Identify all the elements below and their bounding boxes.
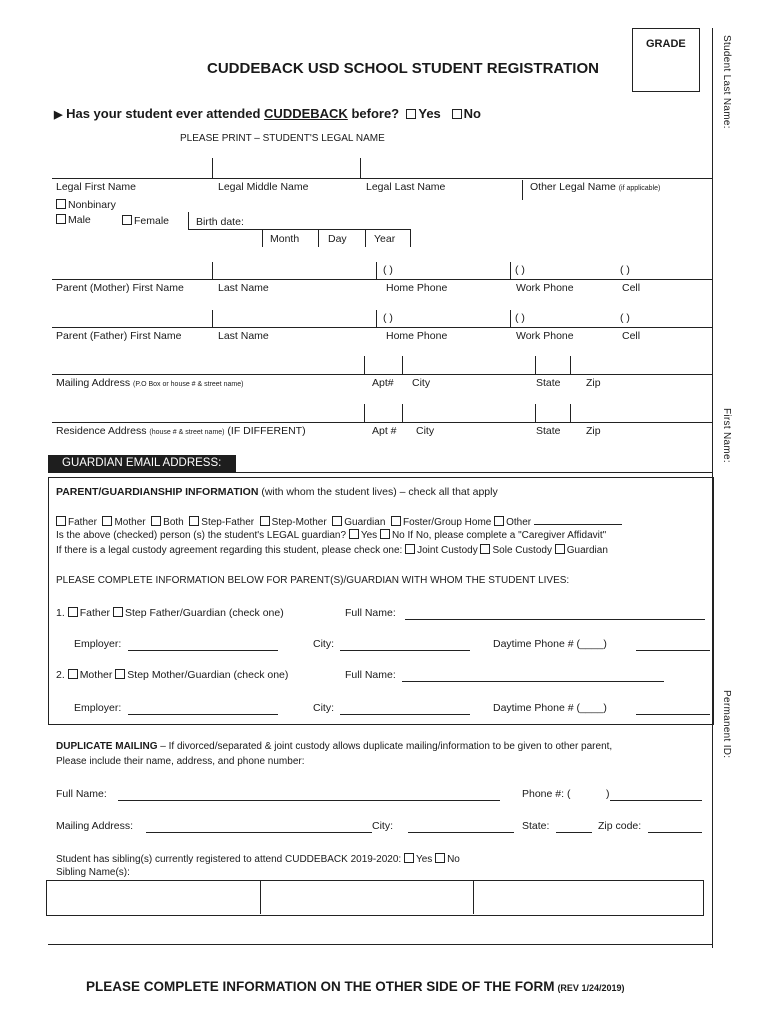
p2-city-label: City: — [313, 702, 334, 714]
legal-no: No — [391, 530, 405, 541]
dup-phone-label: Phone #: ( — [522, 788, 571, 800]
divider — [364, 404, 365, 423]
footer-note — [86, 979, 624, 994]
legal-yes-checkbox[interactable] — [349, 529, 359, 539]
opt-mother: Mother — [114, 517, 146, 528]
divider — [410, 229, 411, 247]
dup-state-label: State: — [522, 820, 550, 832]
p1-full-name-field[interactable] — [405, 619, 705, 620]
permanent-id-label: Permanent ID: — [721, 690, 732, 759]
first-name-label: First Name: — [721, 408, 732, 463]
p2-full-name-label: Full Name: — [345, 669, 396, 681]
legal-middle-name-label: Legal Middle Name — [218, 181, 309, 193]
sibling-q-text: Student has sibling(s) currently registered to attend CUDDEBACK 2019-2020: — [56, 854, 402, 865]
mailing-city-label: City — [412, 377, 431, 389]
mother-work-phone-label: Work Phone — [516, 282, 574, 294]
p1-stepfather-checkbox[interactable] — [113, 607, 123, 617]
father-work-phone-label: Work Phone — [516, 330, 574, 342]
divider — [318, 229, 319, 247]
residence-city-label: City — [416, 425, 435, 437]
print-note: PLEASE PRINT – STUDENT'S LEGAL NAME — [180, 133, 385, 144]
mailing-text: Mailing Address — [56, 377, 131, 389]
p1-father: Father — [79, 607, 111, 619]
sole-custody: Sole Custody — [492, 545, 552, 556]
legal-last-name-label: Legal Last Name — [366, 181, 446, 193]
divider — [402, 404, 403, 423]
p2-city-field[interactable] — [340, 714, 470, 715]
dup-city-label: City: — [372, 820, 393, 832]
male-checkbox[interactable] — [56, 214, 66, 224]
p1-employer-label: Employer: — [74, 638, 122, 650]
joint-custody: Joint Custody — [417, 545, 478, 556]
p2-phone-text: Daytime Phone # — [493, 702, 574, 714]
divider — [376, 310, 377, 328]
other-legal-text: Other Legal Name — [530, 181, 616, 193]
attended-no-label: No — [463, 106, 481, 121]
guardian-email-label: GUARDIAN EMAIL ADDRESS: — [48, 455, 236, 473]
legal-q-text: Is the above (checked) person (s) the student's LEGAL guardian? — [56, 530, 347, 541]
year-label: Year — [374, 233, 396, 245]
residence-text: Residence Address — [56, 425, 147, 437]
opt-both-checkbox[interactable] — [151, 516, 161, 526]
p2-stepmother: Step Mother/Guardian (check one) — [127, 669, 289, 681]
dup-full-name-label: Full Name: — [56, 788, 107, 800]
p1-phone-text: Daytime Phone # — [493, 638, 574, 650]
opt-foster-checkbox[interactable] — [391, 516, 401, 526]
p2-employer-field[interactable] — [128, 714, 278, 715]
attended-yes-label: Yes — [418, 106, 441, 121]
nonbinary-option — [56, 199, 116, 211]
divider — [364, 356, 365, 375]
nonbinary-checkbox[interactable] — [56, 199, 66, 209]
duplicate-mailing-text — [56, 741, 612, 752]
opt-other: Other — [506, 517, 532, 528]
divider — [188, 229, 410, 230]
footer-main: PLEASE COMPLETE INFORMATION ON THE OTHER SIDE OF THE FORM — [86, 979, 555, 994]
divider — [52, 327, 712, 328]
opt-father: Father — [68, 517, 97, 528]
divider — [212, 310, 213, 328]
father-home-parens: ( ) — [383, 312, 393, 324]
sibling-cell-3[interactable] — [474, 881, 702, 914]
father-cell-parens: ( ) — [620, 312, 630, 324]
divider — [365, 229, 366, 247]
guardianship-note: (with whom the student lives) – check all that apply — [261, 486, 498, 498]
other-field[interactable] — [534, 514, 622, 525]
opt-stepfather: Step-Father — [201, 517, 255, 528]
p1-phone-field[interactable] — [636, 650, 710, 651]
residence-address-label — [56, 425, 306, 437]
dup-full-name-field[interactable] — [118, 800, 500, 801]
duplicate-mailing-text2: Please include their name, address, and phone number: — [56, 756, 305, 767]
legal-no-checkbox[interactable] — [380, 529, 390, 539]
p1-city-label: City: — [313, 638, 334, 650]
sibling-names-label: Sibling Name(s): — [56, 867, 130, 878]
p2-phone-field[interactable] — [636, 714, 710, 715]
p2-mother: Mother — [79, 669, 113, 681]
mother-cell-label: Cell — [622, 282, 641, 294]
divider — [535, 356, 536, 375]
father-work-parens: ( ) — [515, 312, 525, 324]
divider — [570, 356, 571, 375]
opt-stepmother-checkbox[interactable] — [260, 516, 270, 526]
p1-phone-label — [493, 638, 607, 650]
sibling-yes-checkbox[interactable] — [404, 853, 414, 863]
divider — [212, 262, 213, 280]
guardianship-options — [56, 514, 622, 528]
p1-city-field[interactable] — [340, 650, 470, 651]
attended-yes-checkbox[interactable] — [406, 109, 416, 119]
arrow-icon: ▶ — [54, 109, 63, 121]
legal-guardian-question — [56, 529, 606, 541]
female-label: Female — [134, 215, 170, 227]
mailing-zip-label: Zip — [586, 377, 601, 389]
grade-label: GRADE — [646, 38, 686, 50]
dup-state-field[interactable] — [556, 832, 592, 833]
sibling-no: No — [447, 854, 460, 865]
month-label: Month — [270, 233, 300, 245]
sibling-question — [56, 853, 460, 865]
attended-question — [54, 106, 481, 121]
dup-mailing-field[interactable] — [146, 832, 372, 833]
legal-first-name-label: Legal First Name — [56, 181, 136, 193]
joint-custody-checkbox[interactable] — [405, 544, 415, 554]
legal-yes: Yes — [360, 530, 378, 541]
p1-phone-parens: (____) — [576, 638, 607, 650]
day-label: Day — [328, 233, 347, 245]
sibling-yes: Yes — [415, 854, 433, 865]
father-home-phone-label: Home Phone — [386, 330, 448, 342]
divider — [376, 262, 377, 280]
divider — [52, 178, 712, 179]
divider — [535, 404, 536, 423]
divider — [570, 404, 571, 423]
dup-phone-close: ) — [606, 788, 610, 800]
p2-full-name-field[interactable] — [402, 681, 664, 682]
attended-no-checkbox[interactable] — [452, 109, 462, 119]
father-cell-label: Cell — [622, 330, 641, 342]
opt-mother-checkbox[interactable] — [102, 516, 112, 526]
mailing-note: (P.O Box or house # & street name) — [133, 381, 244, 388]
p2-employer-label: Employer: — [74, 702, 122, 714]
guardian-email-field[interactable] — [236, 472, 712, 473]
parent1-options — [56, 607, 284, 619]
nonbinary-label: Nonbinary — [68, 199, 116, 211]
mother-home-phone-label: Home Phone — [386, 282, 448, 294]
attended-school: CUDDEBACK — [264, 106, 348, 121]
mother-cell-parens: ( ) — [620, 264, 630, 276]
opt-foster: Foster/Group Home — [402, 517, 492, 528]
p2-mother-checkbox[interactable] — [68, 669, 78, 679]
p2-phone-label — [493, 702, 607, 714]
father-last-name-label: Last Name — [218, 330, 269, 342]
custody-guardian: Guardian — [566, 545, 608, 556]
opt-other-checkbox[interactable] — [494, 516, 504, 526]
divider — [52, 422, 712, 423]
dup-city-field[interactable] — [408, 832, 514, 833]
other-legal-name-label — [530, 181, 660, 193]
mother-work-parens: ( ) — [515, 264, 525, 276]
divider — [360, 158, 361, 178]
divider — [402, 356, 403, 375]
parent2-num: 2. — [56, 669, 65, 681]
attended-suffix: before? — [347, 106, 400, 121]
residence-zip-label: Zip — [586, 425, 601, 437]
mailing-apt-label: Apt# — [372, 377, 394, 389]
mother-home-parens: ( ) — [383, 264, 393, 276]
other-legal-note: (if applicable) — [618, 185, 661, 192]
sole-custody-checkbox[interactable] — [480, 544, 490, 554]
birth-date-label: Birth date: — [196, 216, 244, 228]
dup-zip-field[interactable] — [648, 832, 702, 833]
divider — [52, 374, 712, 375]
sibling-cell-2[interactable] — [261, 881, 472, 914]
residence-apt-label: Apt # — [372, 425, 397, 437]
complete-below-note: PLEASE COMPLETE INFORMATION BELOW FOR PARENT(S)/GUARDIAN WITH WHOM THE STUDENT LIVES: — [56, 575, 570, 586]
sibling-no-checkbox[interactable] — [435, 853, 445, 863]
divider — [510, 310, 511, 328]
dup-zip-label: Zip code: — [598, 820, 642, 832]
divider — [212, 158, 213, 178]
p1-stepfather: Step Father/Guardian (check one) — [124, 607, 284, 619]
divider — [510, 262, 511, 280]
mailing-address-label — [56, 377, 243, 389]
divider — [262, 229, 263, 247]
opt-stepfather-checkbox[interactable] — [189, 516, 199, 526]
attended-prefix: Has your student ever attended — [66, 106, 265, 121]
mother-last-name-label: Last Name — [218, 282, 269, 294]
p2-stepmother-checkbox[interactable] — [115, 669, 125, 679]
footer-rev: (REV 1/24/2019) — [557, 983, 625, 993]
parent2-options — [56, 669, 288, 681]
divider — [188, 212, 189, 230]
dup-phone-field[interactable] — [610, 800, 702, 801]
opt-guardian-checkbox[interactable] — [332, 516, 342, 526]
opt-stepmother: Step-Mother — [271, 517, 327, 528]
divider — [522, 180, 523, 200]
duplicate-body: – If divorced/separated & joint custody allows duplicate mailing/information to be given to other parent, — [157, 741, 613, 752]
guardianship-heading — [56, 486, 498, 498]
student-last-name-label: Student Last Name: — [721, 35, 732, 129]
custody-guardian-checkbox[interactable] — [555, 544, 565, 554]
residence-state-label: State — [536, 425, 561, 437]
residence-if-diff: (IF DIFFERENT) — [227, 425, 306, 437]
opt-guardian: Guardian — [344, 517, 386, 528]
female-option — [122, 215, 169, 227]
p1-full-name-label: Full Name: — [345, 607, 396, 619]
p1-employer-field[interactable] — [128, 650, 278, 651]
guardianship-title: PARENT/GUARDIANSHIP INFORMATION — [56, 486, 259, 498]
custody-q-text: If there is a legal custody agreement regarding this student, please check one: — [56, 545, 403, 556]
residence-note: (house # & street name) — [149, 429, 225, 436]
opt-both: Both — [163, 517, 184, 528]
female-checkbox[interactable] — [122, 215, 132, 225]
page-title: CUDDEBACK USD SCHOOL STUDENT REGISTRATION — [207, 60, 599, 77]
mother-first-name-label: Parent (Mother) First Name — [56, 282, 184, 294]
male-label: Male — [68, 214, 91, 226]
divider — [52, 279, 712, 280]
legal-note: If No, please complete a "Caregiver Affidavit" — [407, 530, 607, 541]
male-option — [56, 214, 91, 226]
duplicate-heading: DUPLICATE MAILING — [56, 741, 158, 752]
custody-question — [56, 544, 608, 556]
dup-mailing-label: Mailing Address: — [56, 820, 134, 832]
p2-phone-parens: (____) — [576, 702, 607, 714]
father-first-name-label: Parent (Father) First Name — [56, 330, 182, 342]
bottom-divider — [48, 944, 712, 945]
parent1-num: 1. — [56, 607, 65, 619]
sibling-cell-1[interactable] — [47, 881, 259, 914]
opt-father-checkbox[interactable] — [56, 516, 66, 526]
mailing-state-label: State — [536, 377, 561, 389]
p1-father-checkbox[interactable] — [68, 607, 78, 617]
